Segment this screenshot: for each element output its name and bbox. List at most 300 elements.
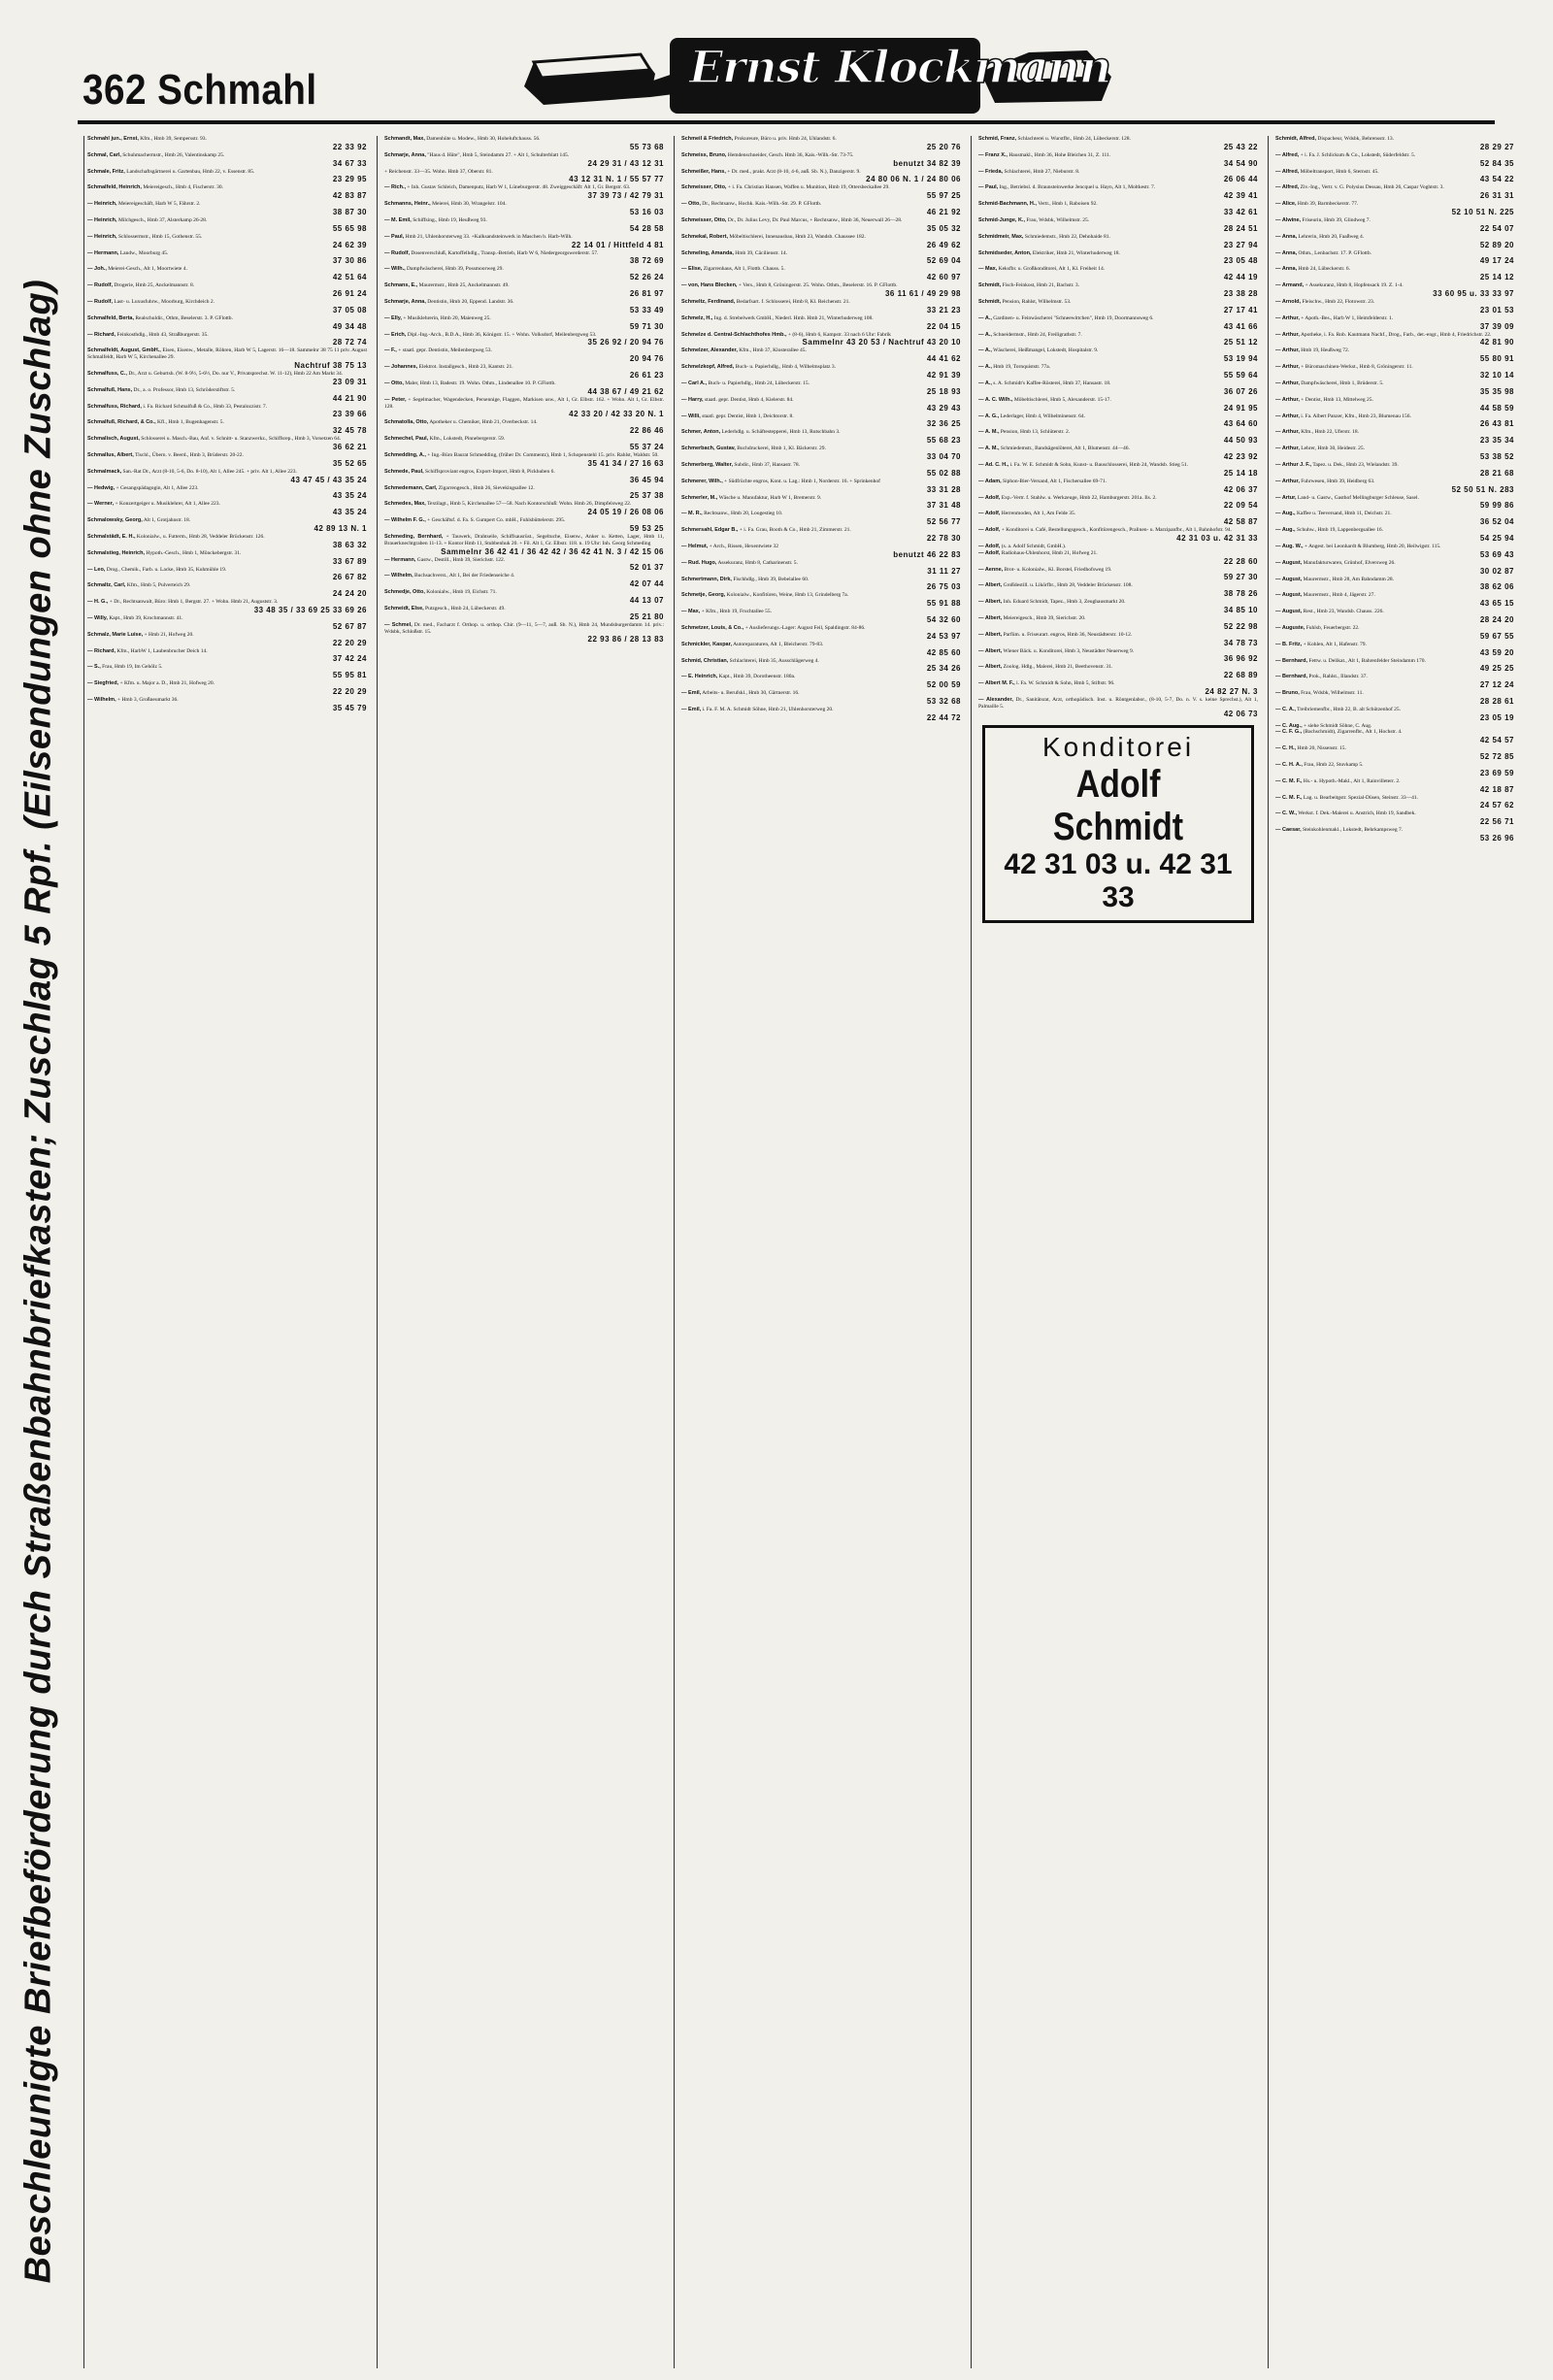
entry-name: — Arthur, [1275,478,1300,484]
entry-details: Kfm., Hmb 37, Klosterallee 45. [739,347,807,354]
entry-phone: 22 20 29 [332,686,367,696]
entry-name: — Rudolf, [87,298,113,305]
entry-name: — Richard, [87,647,116,654]
entry-name: Schmid-Bachmann, H., [978,201,1037,208]
directory-entry [384,485,664,502]
entry-phone: 55 97 25 [926,191,961,201]
entry-name: Schmalfeld, Berta, [87,314,134,321]
entry-details: Kapt., Hmb 39, Krochmannstr. 41. [109,614,183,621]
entry-details: Meierei-Gesch., Alt 1, Moortwiete 4. [108,266,187,273]
entry-phone: 23 38 28 [1223,288,1258,298]
directory-entry [1275,364,1514,380]
column-divider [674,136,675,2368]
entry-name: Schmelze d. Central-Schlachthofes Hmb., [681,331,787,338]
directory-entry [87,452,367,469]
sidebar [0,136,78,2368]
entry-details: Pension, Rahlst, Wilhelmstr. 53. [1002,298,1072,305]
entry-details: Schlachterei u. Wurstfbr., Hmb 24, Lübeckerstr. 128. [1017,136,1131,142]
entry-phone: 43 12 31 N. 1 / 55 57 77 [569,175,664,184]
entry-phone: 34 78 73 [1223,638,1258,647]
entry-details: Hmb 20, Nissenstr. 15. [1297,745,1346,752]
entry-details: Großdestill. u. Likörfbr., Hmb 28, Veddeler Brückenstr. 108. [1003,582,1133,589]
entry-name: Schmid, Franz, [978,136,1017,142]
entry-details: Kolonialw., u. Futterm., Hmb 28, Veddeler Brückenstr. 126. [136,533,265,540]
entry-phone: 36 07 26 [1223,386,1258,396]
entry-name: Schmeltz, Ferdinand, [681,298,736,305]
entry-details: i. Fa. W. E. Schmidt & Sohn, Kunst- u. Bauschlosserei, Hmb 24, Wandsb. Stieg 51. [1009,461,1189,468]
directory-entry [681,234,961,250]
directory-entry [681,169,961,185]
entry-name: Schmersahl, Edgar B., [681,527,739,534]
entry-details: Schmiedemstr., Bandsägenlöterei, Alt 1, Blumenstr. 44—46. [1000,446,1130,452]
entry-phone: 55 95 81 [332,671,367,680]
entry-name: — Arthur, [1275,364,1300,371]
entry-name: — M. Emil, [384,216,412,223]
directory-entry [1275,658,1514,675]
entry-name: — Alice, [1275,201,1297,208]
entry-details: Realschuldir., Othm, Beselerstr. 3. P. GFlottb. [135,314,233,321]
entry-details: + (8-6), Hmb 6, Kampstr. 33 nach 6 Uhr: Fabrik [787,331,891,338]
entry-phone: 52 69 04 [926,256,961,266]
entry-details: Milchgesch., Hmb 37, Alsterkamp 26-28. [117,216,208,223]
entry-name: — Wilhelm F. G., [384,517,426,524]
entry-details: Prokureure, Büro u. priv. Hmb 24, Uhlandstr. 6. [734,136,837,142]
entry-name: — A. C. Wilh., [978,396,1013,403]
entry-details: Zigarrenhaus, Alt 1, Flottb. Chauss. 5. [703,266,785,273]
entry-details: + Gesangspädagogin, Alt 1, Allee 223. [116,484,199,491]
entry-phone: 26 75 03 [926,582,961,592]
entry-phone: 42 85 60 [926,647,961,657]
entry-phone: Sammelnr 36 42 41 / 36 42 42 / 36 42 41 N. 3 / 42 15 06 [441,546,664,556]
entry-name: — Johannes, [384,364,418,371]
directory-entry [681,429,961,446]
directory-entry [1275,413,1514,430]
entry-phone: 42 18 87 [1479,784,1514,794]
entry-name: Schmerer, Wilh., [681,478,723,484]
entry-details: staatl. gepr. Dentist, Hmb 1, Deichtorstr. 8. [702,413,794,419]
entry-name: Schmallus, Albert, [87,451,134,458]
entry-phone: 52 50 51 N. 283 [1451,484,1514,494]
entry-phone: 53 69 43 [1479,549,1514,559]
entry-details: Fleischw., Hmb 22, Flotowstr. 23. [1302,298,1375,305]
entry-phone: 52 26 24 [629,273,664,282]
entry-name: Schmidt, [978,282,1002,289]
entry-details: Elektriker, Hmb 21, Winterhuderweg 18. [1032,249,1120,256]
entry-details: Lehrerin, Hmb 20, Faaßweg 4. [1298,233,1365,240]
entry-phone: 25 51 12 [1223,338,1258,347]
directory-entry [384,469,664,485]
entry-phone: 52 00 59 [926,680,961,690]
directory-entry [1275,795,1514,811]
entry-phone: 43 41 66 [1223,321,1258,331]
entry-name: — Heinrich, [87,233,117,240]
directory-entry [978,380,1258,397]
entry-phone: 38 62 06 [1479,582,1514,592]
directory-entry [1275,544,1514,560]
entry-name: Schmechel, Paul, [384,436,429,443]
directory-entry [681,592,961,609]
entry-phone: 59 71 30 [629,321,664,331]
directory-entry [87,680,367,697]
entry-details: Maurermstr., Hmb 28, Am Bahndamm 28. [1303,576,1395,582]
directory-entry [87,387,367,404]
directory-column [87,136,367,2368]
directory-entry [384,452,664,469]
entry-phone: 23 29 95 [332,175,367,184]
directory-entry [87,599,367,615]
entry-details: Zigarrengesch., Hmb 26, Sievekingsallee 12. [438,484,535,491]
directory-entry [978,397,1258,413]
entry-name: — Anna, [1275,233,1298,240]
entry-phone: 23 27 94 [1223,240,1258,249]
entry-details: Steinkohlenmakl., Lokstedt, Behrkampsweg 7. [1302,827,1404,834]
directory-entry [978,234,1258,250]
directory-entry [87,347,367,371]
entry-details: Herrenmoden, Alt 1, Am Felde 35. [1001,511,1076,517]
directory-entry [681,380,961,397]
entry-phone: 35 41 34 / 27 16 63 [587,458,664,468]
entry-name: Schmalfuß, Richard, & Co., [87,419,156,426]
entry-name: — Willi, [681,413,701,419]
entry-details: + Apoth.-Bes., Harb W 1, Heimfelderstr. 1. [1301,314,1394,321]
entry-name: Schmarje, Anna, [384,151,426,158]
entry-phone: Nachtruf 38 75 13 [294,360,367,370]
entry-details: Fuhrwesen, Hmb 39, Heidberg 63. [1301,478,1375,484]
entry-phone: 36 96 92 [1223,654,1258,664]
directory-entry [681,625,961,642]
entry-phone: 52 72 85 [1479,752,1514,762]
entry-name: Schmalstädt, E. H., [87,533,136,540]
entry-name: — Anna, [1275,249,1298,256]
entry-details: + Reichenstr. 33—35. Wohn. Hmb 37, Oberstr. 81. [384,168,493,175]
directory-entry [87,485,367,502]
entry-phone: 26 81 97 [629,288,664,298]
entry-name: — Heinrich, [87,201,117,208]
entry-phone: 22 54 07 [1479,223,1514,233]
advert-line3: 42 31 03 u. 42 31 33 [1004,848,1233,914]
entry-phone: 42 44 19 [1223,273,1258,282]
directory-entry [87,582,367,599]
directory-entry [681,544,961,560]
entry-phone: 35 05 32 [926,223,961,233]
entry-details: Hemdenschneider, Gesch. Hmb 36, Kais.-Wilh.-Str. 73-75. [727,151,854,158]
directory-entry [87,315,367,332]
entry-name: — Arnold, [1275,298,1302,305]
entry-name: — Alwine, [1275,216,1302,223]
advert-line1: Konditorei [1041,732,1195,763]
entry-details: Zoolog. Hdlg., Malerei, Hmb 21, Beethovenstr. 31. [1003,664,1113,671]
entry-name: — Schmel, [384,621,413,628]
entry-details: + Konzertgeiger u. Musiklehrer, Alt 1, Allee 223. [115,501,220,508]
entry-details: + Vers., Hmb 8, Gröningerstr. 25. Wohn. Othm., Beselerstr. 16. P. GFlottb. [738,282,898,289]
entry-details: Wäsche u. Manufaktur, Harb W 1, Bremerstr. 9. [718,494,822,501]
directory-entry [384,299,664,315]
directory-entry [978,615,1258,632]
entry-details: Kfm., Lokstedt, Pinnebergerstr. 59. [429,436,506,443]
entry-phone: 54 28 58 [629,223,664,233]
entry-details: Drog., Chemik., Farb. u. Lacke, Hmb 35, Kuhmühle 19. [106,566,227,573]
directory-entry [681,479,961,495]
directory-entry [978,315,1258,332]
directory-entry [978,495,1258,512]
entry-name: — Bernhard, [1275,674,1308,680]
entry-details: Brot- u. Kolonialw., Kl. Borstel, Friedhofsweg 19. [1004,566,1112,573]
entry-name: Schmeisser, Otto, [681,216,727,223]
directory-entry [87,169,367,185]
directory-entry [978,136,1258,152]
entry-details: Maurermstr., Hmb 4, Jägerstr. 27. [1303,592,1375,599]
directory-entry [1275,625,1514,642]
entry-name: Schmahl jun., Ernst, [87,136,139,142]
entry-phone: 43 64 60 [1223,419,1258,429]
entry-name: Schmidt, [978,298,1002,305]
entry-name: Schmetje, Georg, [681,592,726,599]
entry-details: Lederhdlg. u. Schäftestepperei, Hmb 13, Rutschbahn 3. [721,429,841,436]
directory-entry [1275,729,1514,745]
entry-phone: 55 73 68 [629,142,664,151]
entry-name: — Arthur, [1275,347,1300,354]
entry-name: — C. W., [1275,810,1297,817]
directory-column [681,136,961,2368]
entry-phone: 42 89 13 N. 1 [314,523,367,533]
entry-phone: 24 29 31 / 43 12 31 [587,158,664,168]
directory-entry [87,282,367,299]
entry-phone: 43 35 24 [332,508,367,517]
entry-name: — A., [978,364,992,371]
entry-details: Parfüm. u. Friseurart. engros, Hmb 36, Neustädterstr. 10-12. [1003,631,1133,638]
entry-details: Meiereigesch., Hmb 4, Fischerstr. 30. [143,184,223,191]
directory-entry [384,347,664,364]
directory-entry [384,436,664,452]
entry-details: + Kfm., Hmb 19, Fruchtallee 55. [701,609,772,615]
directory-entry [681,250,961,267]
directory-entry [978,680,1258,697]
entry-name: — Alfred, [1275,168,1300,175]
directory-entry [978,152,1258,169]
directory-entry [978,201,1258,217]
directory-entry [681,364,961,380]
entry-details: + Segelmacher, Wagendecken, Persennige, Flaggen, Markisen usw., Alt 1, Gr. Elbstr. 162. + Wohn. Alt 1, Gr. Elbstr. 128. [384,396,664,410]
entry-name: — Franz X., [978,151,1008,158]
entry-phone: 24 62 39 [332,240,367,249]
entry-details: Wiener Bäck. u. Konditorei, Hmb 3, Neustädter Neuerweg 9. [1003,647,1135,654]
directory-entry [1275,169,1514,185]
entry-name: Schmid-Junge, K., [978,216,1025,223]
directory-entry [1275,690,1514,707]
entry-details: Prok., Rahlst., Illandstr. 37. [1308,674,1368,680]
entry-name: — Arthur, [1275,396,1300,403]
directory-entry [384,169,664,185]
directory-entry [384,589,664,606]
entry-details: i. Fa. Albert Panzer, Kfm., Hmb 23, Blumenau 156. [1301,413,1411,419]
entry-name: — Auguste, [1275,624,1305,631]
entry-name: Schmanns, Heinr., [384,201,431,208]
directory-entry [1275,745,1514,762]
entry-name: — M. R., [681,511,703,517]
entry-details: Maurermstr., Hmb 25, Anckelmannstr. 49. [418,282,510,289]
entry-name: — August, [1275,559,1303,566]
entry-phone: 24 80 06 N. 1 / 24 80 06 [866,175,961,184]
entry-details: Meiereigeschäft, Harb W 5, Fährstr. 2. [117,201,201,208]
entry-details: Buchdruckerei, Hmb 1, Kl. Bäckerstr. 29. [737,446,826,452]
entry-details: Kfm., Hmb 5, Pulverteich 29. [126,582,191,589]
entry-name: — Richard, [87,331,116,338]
entry-details: Subdir., Hmb 37, Hansastr. 78. [734,461,801,468]
entry-details: Last- u. Luxusfuhrw., Moorburg, Kirchdeich 2. [114,298,215,305]
entry-phone: 46 21 92 [926,207,961,216]
entry-phone: 53 33 49 [629,305,664,314]
directory-entry [87,250,367,267]
entry-details: + Kohlen, Alt 1, Hafenstr. 79. [1303,641,1367,647]
entry-phone: 52 01 37 [629,563,664,573]
entry-phone: 33 31 28 [926,484,961,494]
entry-phone: 53 38 52 [1479,451,1514,461]
entry-name: — Hermann, [87,249,119,256]
directory-entry [681,397,961,413]
entry-phone: 43 35 24 [332,491,367,501]
directory-entry [87,371,367,387]
entry-name: — A., [978,347,992,354]
entry-phone: 26 31 31 [1479,191,1514,201]
entry-phone: 44 50 93 [1223,436,1258,446]
entry-details: Radiohaus-Uhlenhorst, Hmb 21, Hofweg 21. [1001,549,1098,556]
entry-name: Schmalfuß, Hans, [87,386,133,393]
konditorei-advert-box [982,725,1254,923]
directory-entry [87,632,367,648]
directory-entry [384,201,664,217]
entry-name: — Alfred, [1275,184,1300,191]
directory-entry [1275,282,1514,299]
entry-details: Dr., Dr. Julius Levy, Dr. Paul Marcus, + Rechtsanw., Hmb 36, Neuerwall 26—28. [727,216,903,223]
directory-entry [1275,495,1514,512]
entry-phone: 24 82 27 N. 3 [1205,686,1258,696]
entry-phone: 42 83 87 [332,191,367,201]
entry-name: Schmalfeldt, August, GmbH., [87,347,161,354]
entry-details: Möbeltischlerei, Innenausbau, Hmb 23, Wandsb. Chaussee 182. [729,233,866,240]
entry-details: Dosenverschluß, Kartoffelhdlg., Transp.-Betrieb, Harb W 6, Niedergeorgswerderstr. 57. [411,249,599,256]
entry-phone: 22 09 54 [1223,501,1258,511]
entry-phone: 22 78 30 [926,533,961,543]
entry-details: Frau, Hmb 19, Im Gehölz 5. [102,664,163,671]
directory-entry [1275,266,1514,282]
sidebar-vertical-notice: Beschleunigte Briefbeförderung durch Straßenbahnbriefkasten; Zuschlag 5 Rpf. (Eilsendungen ohne Zuschlag) [17,279,59,2284]
entry-phone: 38 78 26 [1223,589,1258,599]
entry-name: — Albert, [978,647,1003,654]
entry-details: Vertr., Hmb 1, Raboisen 92. [1038,201,1098,208]
entry-details: Kfl., Hmb 1, Bugenhagenstr. 5. [156,419,224,426]
directory-entry [681,674,961,690]
entry-details: Möbeltransport, Hmb 6, Sternstr. 45. [1300,168,1379,175]
entry-details: Buchsachverst., Alt 1, Bei der Friedenseiche 4. [413,573,515,579]
directory-entry [681,184,961,201]
entry-phone: 35 35 98 [1479,386,1514,396]
directory-entry [681,658,961,675]
directory-entry [87,436,367,452]
directory-entry [681,609,961,625]
entry-name: Schmertmann, Dirk, [681,576,732,582]
entry-name: Schmalmack, [87,468,122,475]
entry-details: Putzgesch., Hmb 24, Lübeckerstr. 49. [425,605,506,612]
entry-details: Hypoth.-Gesch., Hmb 1, Mönckebergstr. 31. [146,549,242,556]
entry-phone: 32 10 14 [1479,370,1514,380]
entry-phone: 42 60 97 [926,273,961,282]
directory-entry [978,567,1258,583]
entry-phone: 38 87 30 [332,207,367,216]
entry-details: Dentistin, Hmb 20, Eppend. Landstr. 36. [427,298,514,305]
entry-phone: 25 34 26 [926,664,961,674]
entry-name: Schmandt, Max, [384,136,425,142]
entry-name: — Otto, [384,380,404,386]
entry-details: + Inh. Gustav Schleich, Damenputz, Harb W 1, Lüneburgerstr. 48. Zweiggeschäft: Alt 1, Gr. Bergstr. 63. [407,184,631,191]
entry-name: — Aug., [1275,527,1296,534]
entry-details: Buch- u. Papierhdlg., Hmb 4, Wilhelmsplatz 3. [735,364,836,371]
entry-details: Schuhw., Hmb 19, Lappenbergsallee 16. [1296,527,1384,534]
column-divider [971,136,972,2368]
entry-name: — Siegfried, [87,680,119,687]
directory-entry [681,413,961,430]
entry-name: Schmedemann, Carl, [384,484,438,491]
entry-details: Hmb 19, Heußweg 72. [1301,347,1350,354]
entry-phone: 22 68 89 [1223,671,1258,680]
entry-phone: 33 48 35 / 33 69 25 33 69 26 [253,605,367,614]
entry-name: Schmalfuss, Richard, [87,403,142,410]
entry-phone: 24 53 97 [926,631,961,641]
directory-entry [681,315,961,332]
directory-entry [1275,299,1514,315]
directory-entry [87,184,367,201]
directory-entry [978,511,1258,527]
directory-entry [384,622,664,645]
directory-entry [384,266,664,282]
entry-name: — F., [384,347,397,354]
directory-entry [978,527,1258,544]
entry-phone: 26 06 44 [1223,175,1258,184]
entry-details: + Angest. bei Leonhardt & Blumberg, Hmb 20, Heilwigstr. 115. [1304,543,1441,549]
entry-details: + Hmb 21, Hofweg 20. [144,631,194,638]
entry-name: — A., [978,314,992,321]
entry-name: — C. M. F., [1275,777,1303,784]
entry-details: Schmiedemstr., Hmb 22, Dehnhaide 81. [1024,233,1110,240]
entry-phone: 23 39 66 [332,410,367,419]
entry-phone: 37 39 73 / 42 79 31 [587,191,664,201]
entry-name: Schmedding, A., [384,451,426,458]
entry-name: — Ad. C. H., [978,461,1009,468]
directory-column [384,136,664,2368]
entry-name: — Anna, [1275,266,1298,273]
entry-details: Kfm., Hmb 39, Sempersstr. 93. [140,136,207,142]
entry-phone: 55 68 23 [926,436,961,446]
entry-name: Schmalisch, August, [87,436,140,443]
entry-details: Assekuranz, Hmb 8, Catharinenstr. 5. [717,559,798,566]
directory-entry [1275,152,1514,169]
entry-name: — Hedwig, [87,484,116,491]
column-divider [1268,136,1269,2368]
directory-entry [87,664,367,680]
directory-entry [978,446,1258,462]
directory-entry [87,266,367,282]
directory-entry [1275,217,1514,234]
entry-details: + Arch., Rissen, Hexentwiete 32 [709,543,778,549]
entry-name: — Arthur J. F., [1275,461,1312,468]
entry-details: Gardinen- u. Feinwäscherei "Schneewittchen", Hmb 19, Doormannsweg 6. [993,314,1154,321]
entry-phone: 22 93 86 / 28 13 83 [587,635,664,645]
entry-details: Exp.-Vertr. f. Stahlw. u. Werkzeuge, Hmb 22, Hamburgerstr. 201a. Ils. 2. [1001,494,1157,501]
entry-name: — C. M. F., [1275,794,1303,801]
entry-name: — Max, [681,609,701,615]
entry-phone: 25 18 93 [926,386,961,396]
entry-name: — Frieda, [978,168,1004,175]
entry-name: — A. G., [978,413,1000,419]
